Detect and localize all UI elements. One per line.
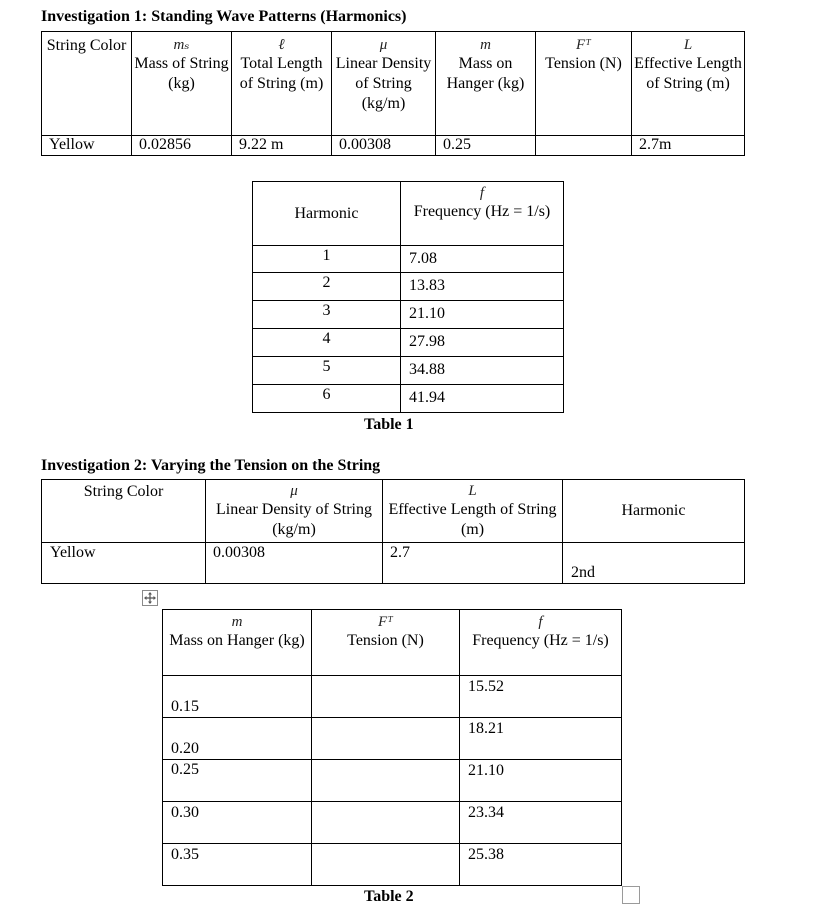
cell-frequency[interactable]: 15.52 [460, 676, 622, 718]
cell-linear-density[interactable]: 0.00308 [206, 543, 383, 584]
table-resize-handle[interactable] [622, 886, 640, 904]
header-tension [312, 610, 460, 676]
cell-harmonic: 1 [253, 246, 401, 273]
header-string-color [42, 32, 132, 136]
cell-string-color[interactable]: Yellow [42, 543, 206, 584]
cell-mass[interactable]: 0.15 [163, 676, 312, 718]
header-symbol: Fᵀ [576, 37, 591, 53]
cell-effective-length[interactable]: 2.7m [632, 136, 745, 156]
header-symbol: f [479, 185, 485, 201]
cell-harmonic: 3 [253, 301, 401, 329]
cell-frequency[interactable]: 41.94 [401, 385, 564, 413]
table-header-row [42, 32, 745, 136]
table-2-caption: Table 2 [364, 888, 414, 905]
cell-mass-on-hanger[interactable]: 0.25 [436, 136, 536, 156]
header-symbol: Fᵀ [378, 614, 393, 630]
header-symbol: ℓ [278, 37, 285, 53]
header-mass-on-hanger [163, 610, 312, 676]
header-label: Linear Density of String (kg/m) [216, 501, 372, 538]
cell-mass-of-string[interactable]: 0.02856 [132, 136, 232, 156]
cell-harmonic: 6 [253, 385, 401, 413]
header-tension [536, 32, 632, 136]
table-row [163, 844, 622, 886]
cell-frequency[interactable]: 23.34 [460, 802, 622, 844]
header-label: String Color [46, 37, 127, 54]
cell-frequency[interactable]: 21.10 [460, 760, 622, 802]
header-symbol: L [468, 483, 477, 499]
table-row [42, 136, 745, 156]
header-symbol: m [231, 614, 243, 630]
header-frequency [460, 610, 622, 676]
header-symbol: m [480, 37, 491, 53]
header-linear-density [206, 480, 383, 543]
cell-tension[interactable] [312, 718, 460, 760]
cell-frequency[interactable]: 21.10 [401, 301, 564, 329]
table-header-row [163, 610, 622, 676]
table-row [163, 718, 622, 760]
investigation-1-table [41, 31, 745, 156]
header-harmonic [563, 480, 745, 543]
cell-frequency[interactable]: 25.38 [460, 844, 622, 886]
header-symbol: μ [290, 483, 298, 499]
investigation-2-title: Investigation 2: Varying the Tension on the String [41, 457, 381, 474]
header-label: Harmonic [621, 502, 686, 519]
header-effective-length [383, 480, 563, 543]
header-linear-density [332, 32, 436, 136]
cell-harmonic[interactable]: 2nd [563, 543, 745, 584]
header-label: Frequency (Hz = 1/s) [472, 632, 609, 649]
cell-effective-length[interactable]: 2.7 [383, 543, 563, 584]
header-symbol: mₛ [173, 37, 190, 53]
cell-linear-density[interactable]: 0.00308 [332, 136, 436, 156]
cell-tension[interactable] [536, 136, 632, 156]
table-row [163, 676, 622, 718]
header-symbol: L [683, 37, 693, 53]
cell-harmonic: 2 [253, 273, 401, 301]
table-move-handle[interactable] [142, 590, 158, 606]
cell-mass[interactable]: 0.30 [163, 802, 312, 844]
table-row [253, 246, 564, 273]
table-row [253, 301, 564, 329]
cell-frequency[interactable]: 34.88 [401, 357, 564, 385]
header-label: Effective Length of String (m) [388, 501, 557, 538]
header-mass-of-string [132, 32, 232, 136]
header-total-length [232, 32, 332, 136]
cell-string-color[interactable]: Yellow [42, 136, 132, 156]
cell-tension[interactable] [312, 676, 460, 718]
cell-frequency[interactable]: 13.83 [401, 273, 564, 301]
investigation-1-title: Investigation 1: Standing Wave Patterns (Harmonics) [41, 8, 407, 25]
cell-total-length[interactable]: 9.22 m [232, 136, 332, 156]
header-harmonic: Harmonic [253, 182, 401, 246]
table-row [163, 760, 622, 802]
move-arrows-icon [144, 592, 156, 604]
table-2-tension [162, 609, 622, 886]
cell-frequency[interactable]: 27.98 [401, 329, 564, 357]
table-row [253, 357, 564, 385]
header-label: Mass on Hanger (kg) [446, 55, 525, 92]
header-label: Effective Length of String (m) [634, 55, 742, 92]
cell-tension[interactable] [312, 760, 460, 802]
table-row [163, 802, 622, 844]
header-effective-length [632, 32, 745, 136]
table-header-row [253, 182, 564, 246]
table-row [253, 385, 564, 413]
cell-mass[interactable]: 0.25 [163, 760, 312, 802]
header-label: Tension (N) [545, 55, 622, 72]
header-label: Tension (N) [347, 632, 424, 649]
cell-harmonic: 5 [253, 357, 401, 385]
table-row [253, 273, 564, 301]
cell-harmonic: 4 [253, 329, 401, 357]
investigation-2-table [41, 479, 745, 584]
table-1-caption: Table 1 [364, 416, 414, 433]
header-label: Mass on Hanger (kg) [169, 632, 305, 649]
cell-mass[interactable]: 0.20 [163, 718, 312, 760]
header-symbol: μ [379, 37, 388, 53]
cell-frequency[interactable]: 18.21 [460, 718, 622, 760]
header-label: Frequency (Hz = 1/s) [413, 203, 551, 220]
header-label: Linear Density of String (kg/m) [335, 55, 432, 112]
header-label: Total Length of String (m) [239, 55, 324, 92]
cell-frequency[interactable]: 7.08 [401, 246, 564, 273]
cell-tension[interactable] [312, 802, 460, 844]
header-string-color [42, 480, 206, 543]
cell-tension[interactable] [312, 844, 460, 886]
table-row [42, 543, 745, 584]
cell-mass[interactable]: 0.35 [163, 844, 312, 886]
header-label: Mass of String (kg) [134, 55, 229, 92]
table-1-harmonics [252, 181, 564, 413]
header-symbol: f [538, 614, 543, 630]
header-frequency [401, 182, 564, 246]
header-mass-on-hanger [436, 32, 536, 136]
table-row [253, 329, 564, 357]
table-header-row [42, 480, 745, 543]
header-label: String Color [83, 483, 164, 500]
